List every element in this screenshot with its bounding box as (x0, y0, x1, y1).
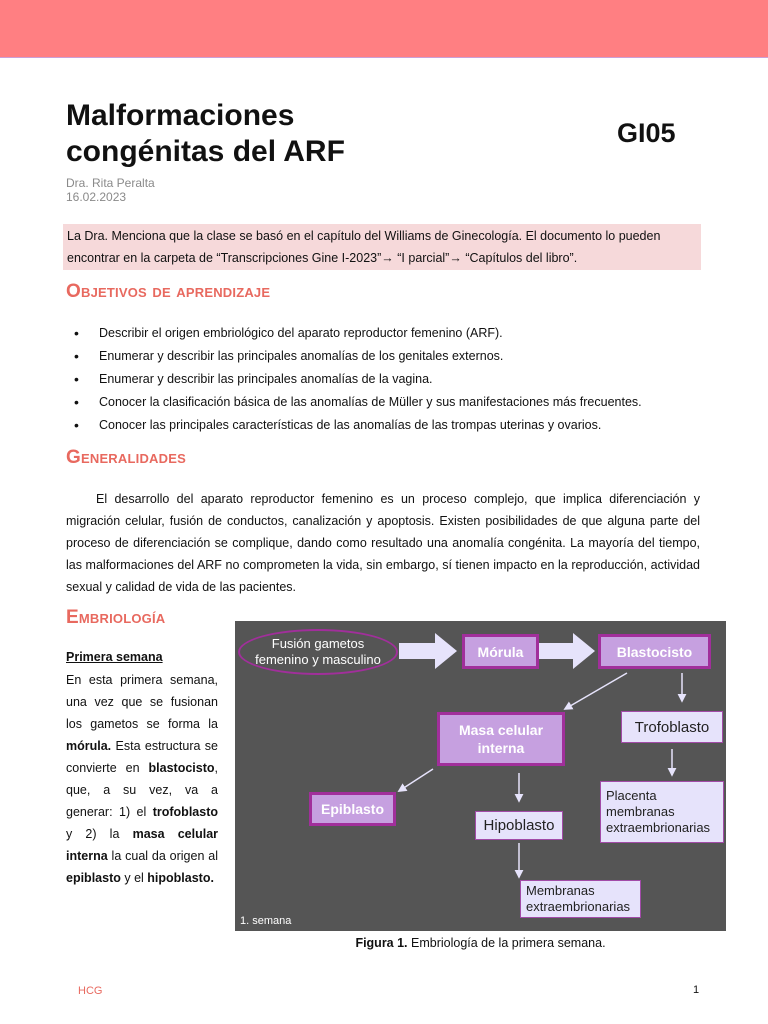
big-arrow-fusion-to-morula (399, 633, 457, 669)
objectives-list (74, 322, 714, 437)
text-span: y 2) la (66, 827, 133, 841)
text-span: y el (120, 871, 148, 885)
hipoblasto-box: Hipoblasto (475, 811, 563, 840)
epiblasto-box: Epiblasto (309, 792, 396, 826)
footer-initials: HCG (78, 985, 103, 997)
membranas-line-1: Membranas (526, 883, 595, 898)
fusion-line-1: Fusión gametos (271, 636, 365, 651)
generalities-heading: Generalidades (66, 447, 186, 468)
document-date: 16.02.2023 (66, 190, 127, 204)
title-line-2: congénitas del ARF (66, 135, 345, 168)
bold-term-blastocisto: blastocisto (148, 761, 215, 775)
embryology-diagram (235, 621, 726, 931)
author-name: Dra. Rita Peralta (66, 176, 155, 190)
text-span: En esta primera semana, una vez que se fusionan los gametos se forma la (66, 673, 218, 731)
caption-text: Embriología de la primera semana. (407, 936, 606, 950)
blastocisto-box: Blastocisto (598, 634, 711, 669)
placenta-line-1: Placenta (606, 788, 657, 803)
embryology-paragraph (66, 669, 218, 889)
bold-term-hipoblasto: hipoblasto. (147, 871, 214, 885)
text-span: la cual da origen al (107, 849, 218, 863)
objectives-heading: Objetivos de aprendizaje (66, 281, 271, 302)
top-color-band (0, 0, 768, 58)
bold-term-trofoblasto: trofoblasto (152, 805, 218, 819)
page-number: 1 (693, 984, 700, 996)
masa-line-1: Masa celular (458, 722, 544, 738)
big-arrow-morula-to-blastocisto (537, 633, 595, 669)
placenta-line-3: extraembrionarias (606, 820, 711, 835)
arrow-masa-to-epiblasto (399, 769, 433, 791)
document-title (66, 98, 345, 170)
highlighted-note: La Dra. Menciona que la clase se basó en el capítulo del Williams de Ginecología. El documento lo pueden encontrar en la carpeta de “Transcripciones Gine I-2023”→ “I parcial”→ “Capítulos del libro”. (63, 224, 701, 270)
title-line-1: Malformaciones (66, 99, 295, 132)
list-item: • Conocer la clasificación básica de las anomalías de Müller y sus manifestaciones más frecuentes. (74, 391, 714, 414)
fusion-line-2: femenino y masculino (255, 652, 381, 667)
arrow-blastocisto-to-masa (565, 673, 627, 709)
author-block (66, 176, 155, 204)
bold-term-masa-celular: masa celular interna (66, 827, 219, 863)
text-span: Esta estructura se convierte en (66, 739, 218, 775)
placenta-line-2: membranas (606, 804, 675, 819)
course-code: GI05 (617, 118, 676, 148)
text-span: , que, a su vez, va a generar: 1) el (66, 761, 218, 819)
bold-term-epiblasto: epiblasto (66, 871, 121, 885)
week-subtitle: Primera semana (66, 650, 163, 664)
placenta-box (600, 781, 724, 843)
morula-box: Mórula (462, 634, 539, 669)
fusion-gametes-oval (238, 629, 398, 675)
week-label: 1. semana (240, 915, 292, 927)
membranas-line-2: extraembrionarias (526, 899, 631, 914)
list-item: • Conocer las principales características de las anomalías de las trompas uterinas y ovarios. (74, 414, 714, 437)
bold-term-morula: mórula. (66, 739, 112, 753)
generalities-paragraph: El desarrollo del aparato reproductor femenino es un proceso complejo, que implica diferenciación y migración celular, fusión de conductos, canalización y apoptosis. Existen posibilidades de que alguna parte del proceso de diferenciación se complique, dando como resultado una anomalía congénita. La mayoría del tiempo, las malformaciones del ARF no comprometen la vida, sin embargo, sí tienen impacto en la reproducción, actividad sexual y calidad de vida de las pacientes. (66, 492, 700, 594)
membranas-box (520, 880, 641, 918)
masa-line-2: interna (477, 740, 525, 756)
masa-celular-box (437, 712, 565, 766)
list-item: • Describir el origen embriológico del aparato reproductor femenino (ARF). (74, 322, 714, 345)
trofoblasto-box: Trofoblasto (621, 711, 723, 743)
figure-caption (235, 936, 726, 950)
list-item: • Enumerar y describir las principales anomalías de la vagina. (74, 368, 714, 391)
caption-label: Figura 1. (355, 936, 408, 950)
embryology-heading: Embriología (66, 607, 166, 628)
list-item: • Enumerar y describir las principales anomalías de los genitales externos. (74, 345, 714, 368)
